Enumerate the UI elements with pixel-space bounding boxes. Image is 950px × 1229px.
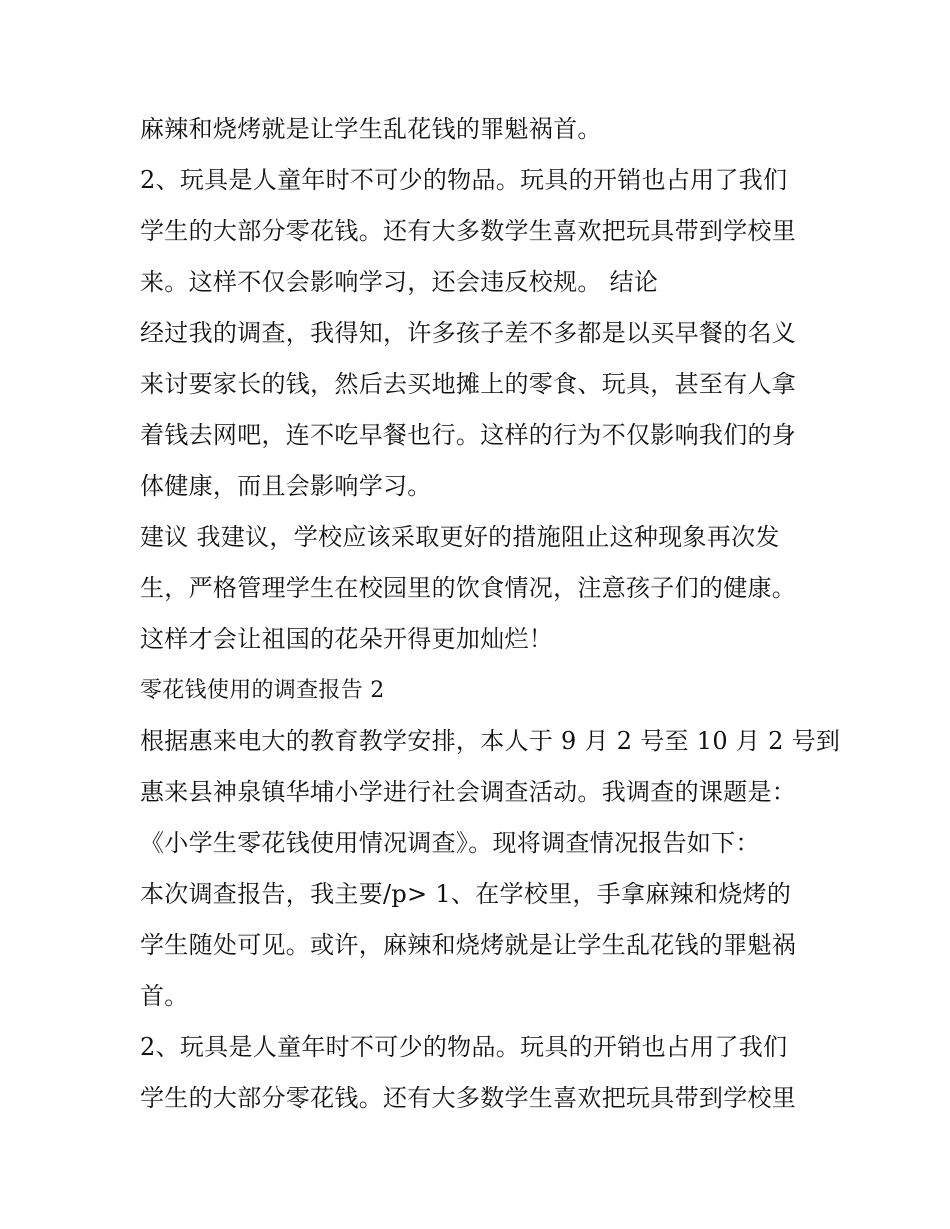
text-line: 学生的大部分零花钱。还有大多数学生喜欢把玩具带到学校里 — [140, 217, 797, 245]
text-line: 根据惠来电大的教育教学安排，本人于 9 月 2 号至 10 月 2 号到 — [140, 727, 841, 755]
text-line: 来。这样不仅会影响学习，还会违反校规。 结论 — [140, 268, 659, 296]
text-line: 这样才会让祖国的花朵开得更加灿烂！ — [140, 625, 554, 653]
text-line: 《小学生零花钱使用情况调查》。现将调查情况报告如下： — [140, 829, 760, 857]
text-line: 建议 我建议，学校应该采取更好的措施阻止这种现象再次发 — [140, 523, 780, 551]
text-line: 来讨要家长的钱，然后去买地摊上的零食、玩具，甚至有人拿 — [140, 370, 797, 398]
text-line: 生，严格管理学生在校园里的饮食情况，注意孩子们的健康。 — [140, 574, 797, 602]
text-line: 麻辣和烧烤就是让学生乱花钱的罪魁祸首。 — [140, 115, 602, 143]
text-line: 学生随处可见。或许，麻辣和烧烤就是让学生乱花钱的罪魁祸 — [140, 931, 797, 959]
document-body — [140, 104, 841, 1124]
text-line: 惠来县神泉镇华埔小学进行社会调查活动。我调查的课题是： — [140, 778, 797, 806]
text-line: 2、玩具是人童年时不可少的物品。玩具的开销也占用了我们 — [140, 166, 788, 194]
text-line: 经过我的调查，我得知，许多孩子差不多都是以买早餐的名义 — [140, 319, 797, 347]
text-line: 学生的大部分零花钱。还有大多数学生喜欢把玩具带到学校里 — [140, 1084, 797, 1112]
text-line: 首。 — [140, 982, 189, 1010]
text-line: 着钱去网吧，连不吃早餐也行。这样的行为不仅影响我们的身 — [140, 421, 797, 449]
text-line: 2、玩具是人童年时不可少的物品。玩具的开销也占用了我们 — [140, 1033, 788, 1061]
text-line: 体健康，而且会影响学习。 — [140, 472, 432, 500]
text-line: 本次调查报告，我主要/p> 1、在学校里，手拿麻辣和烧烤的 — [140, 880, 792, 908]
section-heading: 零花钱使用的调查报告 2 — [140, 678, 385, 703]
